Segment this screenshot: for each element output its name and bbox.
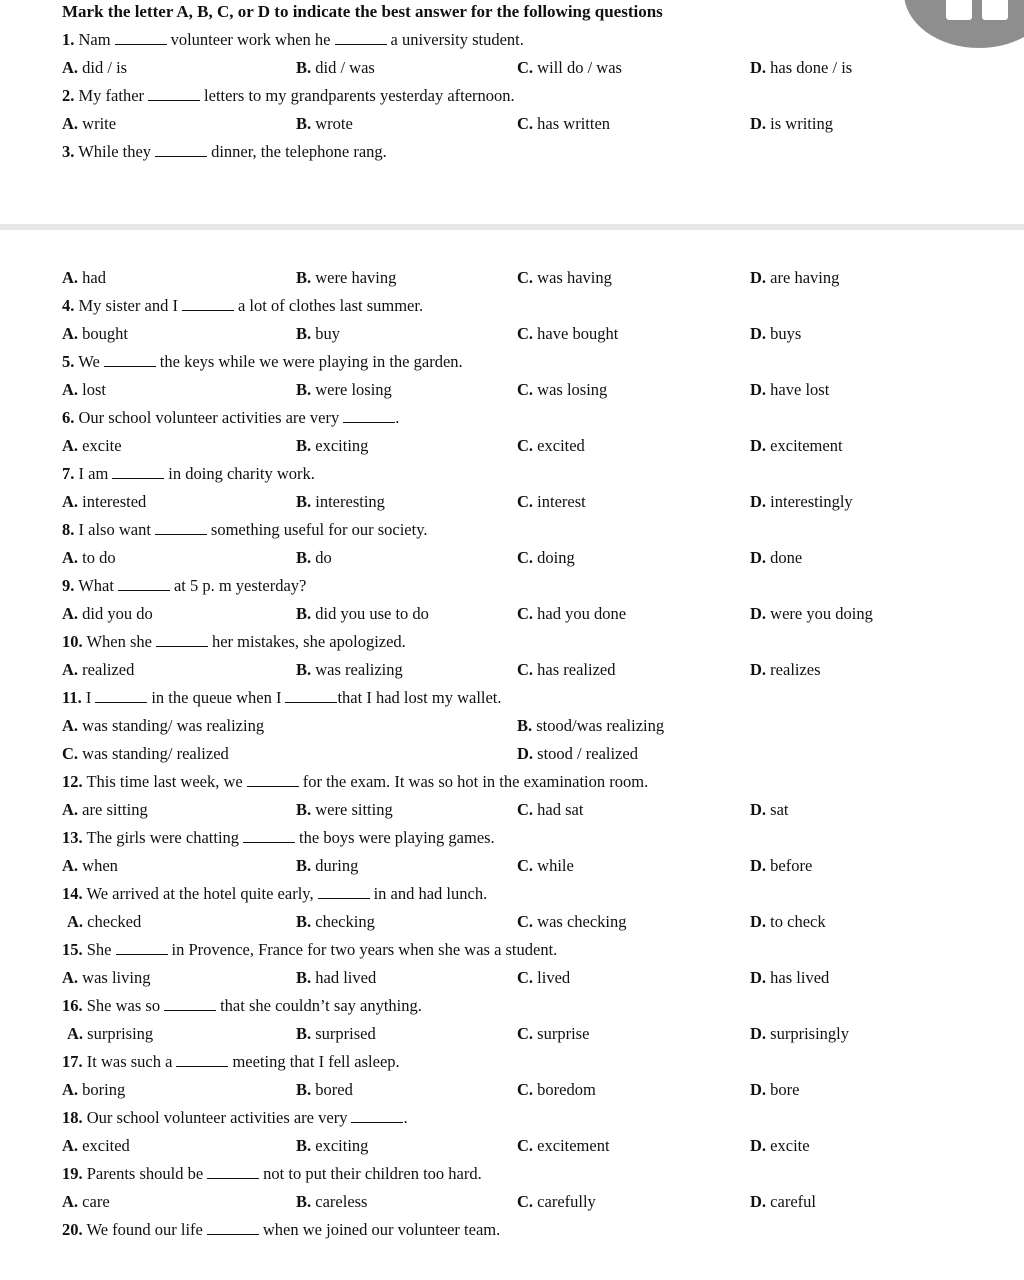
answer-blank xyxy=(243,828,295,843)
question-number: 4. xyxy=(62,296,75,315)
question-number: 1. xyxy=(62,30,75,49)
option-b: B. stood/was realizing xyxy=(517,716,665,735)
option-d: D. realizes xyxy=(750,660,821,679)
question-number: 19. xyxy=(62,1164,83,1183)
answer-blank xyxy=(95,688,147,703)
answer-blank xyxy=(285,688,337,703)
option-c: C. doing xyxy=(517,548,575,567)
pause-badge-icon xyxy=(904,0,1024,48)
option-a: A. interested xyxy=(62,492,147,511)
option-b: B. careless xyxy=(296,1192,368,1211)
option-d: D. sat xyxy=(750,800,789,819)
option-c: C. excitement xyxy=(517,1136,610,1155)
option-d: D. surprisingly xyxy=(750,1024,850,1043)
options-row-12 xyxy=(0,798,1024,822)
answer-blank xyxy=(164,996,216,1011)
options-row-11a xyxy=(0,714,1024,738)
option-b: B. exciting xyxy=(296,1136,369,1155)
option-d: D. done xyxy=(750,548,803,567)
options-row-13 xyxy=(0,854,1024,878)
option-a: A. did / is xyxy=(62,58,128,77)
question-10: 10. When she her mistakes, she apologized. xyxy=(62,632,406,651)
option-d: D. careful xyxy=(750,1192,816,1211)
options-row-2 xyxy=(0,112,1024,136)
question-7: 7. I am in doing charity work. xyxy=(62,464,315,483)
option-d: D. excite xyxy=(750,1136,810,1155)
option-c: C. excited xyxy=(517,436,585,455)
option-b: B. during xyxy=(296,856,359,875)
option-b: B. exciting xyxy=(296,436,369,455)
answer-blank xyxy=(207,1164,259,1179)
option-b: B. were losing xyxy=(296,380,392,399)
option-d: D. has done / is xyxy=(750,58,853,77)
question-13: 13. The girls were chatting the boys were playing games. xyxy=(62,828,495,847)
option-b: B. were sitting xyxy=(296,800,393,819)
options-row-9 xyxy=(0,602,1024,626)
option-d: D. interestingly xyxy=(750,492,853,511)
question-18: 18. Our school volunteer activities are very . xyxy=(62,1108,408,1127)
option-d: D. are having xyxy=(750,268,840,287)
options-row-8 xyxy=(0,546,1024,570)
option-b: B. bored xyxy=(296,1080,353,1099)
answer-blank xyxy=(155,142,207,157)
options-row-11b xyxy=(0,742,1024,766)
option-a: A. had xyxy=(62,268,106,287)
option-d: D. were you doing xyxy=(750,604,873,623)
option-c: C. have bought xyxy=(517,324,619,343)
option-a: A. when xyxy=(62,856,118,875)
answer-blank xyxy=(118,576,170,591)
question-number: 10. xyxy=(62,632,83,651)
option-a: A. are sitting xyxy=(62,800,148,819)
answer-blank xyxy=(112,464,164,479)
question-11: 11. I in the queue when I that I had lost my wallet. xyxy=(62,688,502,707)
answer-blank xyxy=(182,296,234,311)
answer-blank xyxy=(247,772,299,787)
option-c: C. will do / was xyxy=(517,58,622,77)
option-c: C. was checking xyxy=(517,912,627,931)
question-number: 14. xyxy=(62,884,83,903)
question-number: 15. xyxy=(62,940,83,959)
question-15: 15. She in Provence, France for two years when she was a student. xyxy=(62,940,558,959)
answer-blank xyxy=(104,352,156,367)
question-number: 16. xyxy=(62,996,83,1015)
option-b: B. was realizing xyxy=(296,660,403,679)
question-1: 1. Nam volunteer work when he a university student. xyxy=(62,30,524,49)
options-row-10 xyxy=(0,658,1024,682)
option-a: A. was standing/ was realizing xyxy=(62,716,265,735)
option-d: D. excitement xyxy=(750,436,843,455)
answer-blank xyxy=(115,30,167,45)
question-number: 11. xyxy=(62,688,82,707)
options-row-18 xyxy=(0,1134,1024,1158)
option-d: D. before xyxy=(750,856,813,875)
question-14: 14. We arrived at the hotel quite early, in and had lunch. xyxy=(62,884,488,903)
option-b: B. checking xyxy=(296,912,375,931)
option-a: A. surprising xyxy=(67,1024,154,1043)
option-d: D. is writing xyxy=(750,114,833,133)
option-b: B. did / was xyxy=(296,58,375,77)
option-d: D. have lost xyxy=(750,380,830,399)
option-c: C. boredom xyxy=(517,1080,596,1099)
option-c: C. was losing xyxy=(517,380,608,399)
options-row-4 xyxy=(0,322,1024,346)
option-b: B. did you use to do xyxy=(296,604,429,623)
question-number: 6. xyxy=(62,408,75,427)
options-row-7 xyxy=(0,490,1024,514)
option-c: C. had sat xyxy=(517,800,584,819)
answer-blank xyxy=(116,940,168,955)
option-c: C. has realized xyxy=(517,660,616,679)
question-number: 18. xyxy=(62,1108,83,1127)
pause-bar-icon xyxy=(982,0,1008,20)
option-a: A. bought xyxy=(62,324,129,343)
question-3: 3. While they dinner, the telephone rang. xyxy=(62,142,387,161)
option-d: D. to check xyxy=(750,912,826,931)
question-number: 13. xyxy=(62,828,83,847)
option-b: B. do xyxy=(296,548,332,567)
question-6: 6. Our school volunteer activities are very . xyxy=(62,408,400,427)
question-number: 12. xyxy=(62,772,83,791)
option-c: C. was standing/ realized xyxy=(62,744,229,763)
option-d: D. bore xyxy=(750,1080,800,1099)
options-row-6 xyxy=(0,434,1024,458)
option-c: C. had you done xyxy=(517,604,627,623)
answer-blank xyxy=(207,1220,259,1235)
option-c: C. has written xyxy=(517,114,611,133)
question-number: 8. xyxy=(62,520,75,539)
option-a: A. excite xyxy=(62,436,122,455)
question-number: 5. xyxy=(62,352,75,371)
option-b: B. buy xyxy=(296,324,341,343)
options-row-1 xyxy=(0,56,1024,80)
option-c: C. carefully xyxy=(517,1192,596,1211)
answer-blank xyxy=(343,408,395,423)
option-a: A. care xyxy=(62,1192,110,1211)
option-a: A. boring xyxy=(62,1080,126,1099)
question-2: 2. My father letters to my grandparents yesterday afternoon. xyxy=(62,86,515,105)
question-5: 5. We the keys while we were playing in the garden. xyxy=(62,352,463,371)
options-row-3 xyxy=(0,266,1024,290)
question-16: 16. She was so that she couldn’t say anything. xyxy=(62,996,422,1015)
option-a: A. to do xyxy=(62,548,116,567)
option-a: A. write xyxy=(62,114,117,133)
answer-blank xyxy=(148,86,200,101)
option-a: A. lost xyxy=(62,380,107,399)
options-row-16 xyxy=(0,1022,1024,1046)
question-number: 7. xyxy=(62,464,75,483)
option-c: C. surprise xyxy=(517,1024,590,1043)
option-c: C. while xyxy=(517,856,574,875)
option-d: D. has lived xyxy=(750,968,830,987)
option-b: B. had lived xyxy=(296,968,377,987)
question-19: 19. Parents should be not to put their children too hard. xyxy=(62,1164,482,1183)
question-4: 4. My sister and I a lot of clothes last summer. xyxy=(62,296,424,315)
answer-blank xyxy=(155,520,207,535)
question-20: 20. We found our life when we joined our volunteer team. xyxy=(62,1220,501,1239)
option-a: A. was living xyxy=(62,968,151,987)
page-break-divider xyxy=(0,224,1024,230)
option-c: C. was having xyxy=(517,268,612,287)
option-a: A. excited xyxy=(62,1136,130,1155)
answer-blank xyxy=(351,1108,403,1123)
question-number: 17. xyxy=(62,1052,83,1071)
pause-bar-icon xyxy=(946,0,972,20)
option-b: B. surprised xyxy=(296,1024,376,1043)
question-12: 12. This time last week, we for the exam. It was so hot in the examination room. xyxy=(62,772,649,791)
answer-blank xyxy=(176,1052,228,1067)
instructions-title: Mark the letter A, B, C, or D to indicate the best answer for the following questions xyxy=(62,2,663,21)
answer-blank xyxy=(156,632,208,647)
options-row-19 xyxy=(0,1190,1024,1214)
option-a: A. checked xyxy=(67,912,142,931)
option-d: D. stood / realized xyxy=(517,744,638,763)
option-b: B. wrote xyxy=(296,114,353,133)
question-number: 9. xyxy=(62,576,75,595)
question-number: 20. xyxy=(62,1220,83,1239)
answer-blank xyxy=(318,884,370,899)
options-row-15 xyxy=(0,966,1024,990)
question-number: 3. xyxy=(62,142,75,161)
option-c: C. lived xyxy=(517,968,571,987)
question-9: 9. What at 5 p. m yesterday? xyxy=(62,576,307,595)
question-number: 2. xyxy=(62,86,75,105)
option-c: C. interest xyxy=(517,492,586,511)
option-b: B. interesting xyxy=(296,492,385,511)
option-a: A. realized xyxy=(62,660,135,679)
option-d: D. buys xyxy=(750,324,802,343)
question-8: 8. I also want something useful for our society. xyxy=(62,520,428,539)
option-b: B. were having xyxy=(296,268,397,287)
option-a: A. did you do xyxy=(62,604,153,623)
options-row-14 xyxy=(0,910,1024,934)
question-17: 17. It was such a meeting that I fell asleep. xyxy=(62,1052,400,1071)
options-row-5 xyxy=(0,378,1024,402)
answer-blank xyxy=(335,30,387,45)
options-row-17 xyxy=(0,1078,1024,1102)
